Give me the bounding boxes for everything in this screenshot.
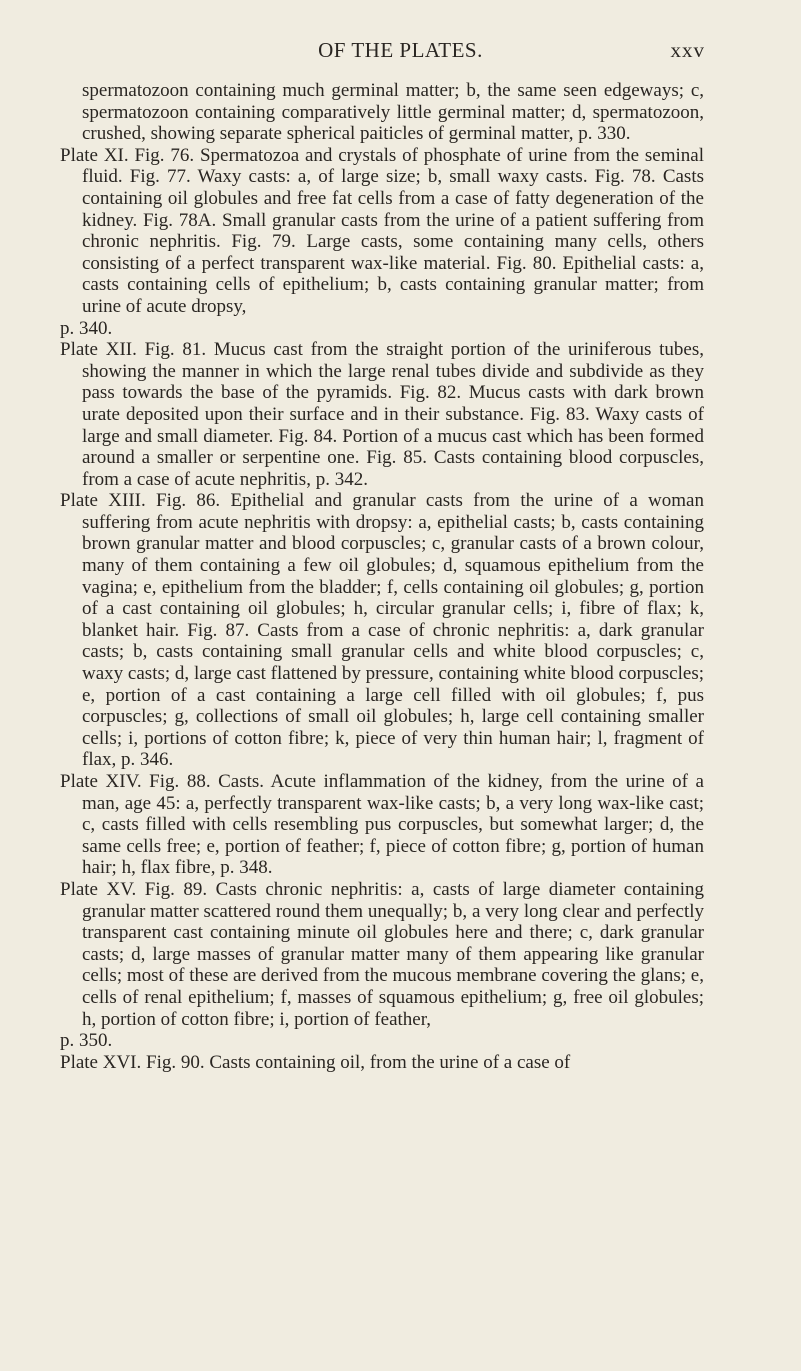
plate-xv-entry: [60, 879, 704, 1052]
entry-text: spermatozoon containing much germinal matter; b, the same seen edgeways; c, spermatozoon containing comparatively little germinal matter; d, spermatozoon, crushed, showing separate spherical paiticles of germinal matter, p. 330.: [82, 80, 704, 145]
entry-text: Plate XIII. Fig. 86. Epithelial and granular casts from the urine of a woman suffering from acute nephritis with dropsy: a, epithelial casts; b, casts containing brown granular matter and blood corpuscles; c, granular casts of a brown colour, many of them containing a few oil globules; d, squamous epithelium from the vagina; e, epithelium from the bladder; f, cells containing oil globules; g, portion of a cast containing oil globules; h, circular granular cells; i, fibre of flax; k, blanket hair. Fig. 87. Casts from a case of chronic nephritis: a, dark granular casts; b, casts containing small granular cells and white blood corpuscles; c, waxy casts; d, large cast flattened by pressure, containing white blood corpuscles; e, portion of a cast containing a large cell filled with oil globules; f, pus corpuscles; g, collections of small oil globules; h, large cell containing smaller cells; i, portions of cotton fibre; k, piece of very thin human hair; l, fragment of flax, p. 346.: [60, 490, 704, 771]
entry-text: Plate XV. Fig. 89. Casts chronic nephritis: a, casts of large diameter containing granular matter scattered round them unequally; b, a very long clear and perfectly transparent cast containing minute oil globules here and there; c, dark granular casts; d, large masses of granular matter many of them appearing like granular cells; most of these are derived from the mucous membrane covering the glans; e, cells of renal epithelium; f, masses of squamous epithelium; g, free oil globules; h, portion of cotton fibre; i, portion of feather,: [60, 878, 704, 1030]
plate-xiii-entry: [60, 490, 704, 771]
plate-x-continuation: [60, 80, 704, 145]
entry-text: Plate XII. Fig. 81. Mucus cast from the straight portion of the uriniferous tubes, showing the manner in which the large renal tubes divide and subdivide as they pass towards the base of the pyramids. Fig. 82. Mucus casts with dark brown urate deposited upon their surface and in their substance. Fig. 83. Waxy casts of large and small diameter. Fig. 84. Portion of a mucus cast which has been formed around a smaller or serpentine one. Fig. 85. Casts containing blood corpuscles, from a case of acute nephritis, p. 342.: [60, 339, 704, 490]
page-number: xxv: [670, 38, 705, 62]
running-head: [0, 38, 801, 68]
entry-text: Plate XI. Fig. 76. Spermatozoa and crystals of phosphate of urine from the seminal fluid. Fig. 77. Waxy casts: a, of large size; b, small waxy casts. Fig. 78. Casts containing oil globules and free fat cells from a case of fatty degeneration of the kidney. Fig. 78A. Small granular casts from the urine of a patient suffering from chronic nephritis. Fig. 79. Large casts, some containing many cells, others consisting of a perfect transparent wax-like material. Fig. 80. Epithelial casts: a, casts containing cells of epithelium; b, casts containing granular matter; from urine of acute dropsy,: [60, 144, 704, 317]
page-reference: p. 350.: [60, 1030, 113, 1052]
plate-xvi-entry: [60, 1052, 704, 1074]
entry-text: Plate XVI. Fig. 90. Casts containing oil, from the urine of a case of: [60, 1051, 571, 1073]
plate-xii-entry: [60, 339, 704, 490]
plate-descriptions: [60, 80, 704, 1073]
page-reference: p. 340.: [60, 317, 113, 339]
entry-text: Plate XIV. Fig. 88. Casts. Acute inflammation of the kidney, from the urine of a man, age 45: a, perfectly transparent wax-like casts; b, a very long wax-like cast; c, casts filled with cells resembling pus corpuscles, but somewhat larger; d, the same cells free; e, portion of feather; f, piece of cotton fibre; g, portion of human hair; h, flax fibre, p. 348.: [60, 771, 704, 879]
plate-xiv-entry: [60, 771, 704, 879]
running-title: OF THE PLATES.: [318, 38, 483, 62]
plate-xi-entry: [60, 145, 704, 339]
